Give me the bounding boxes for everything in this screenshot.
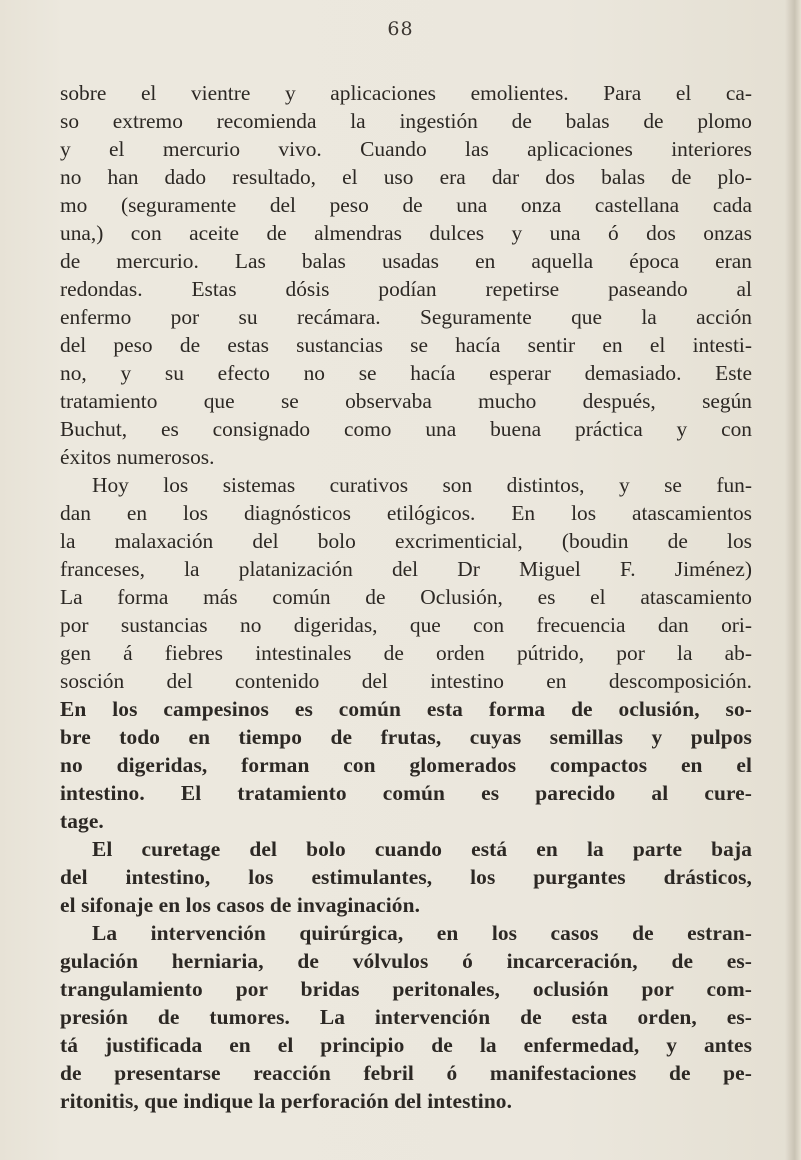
text-line: La intervención quirúrgica, en los casos de estran- [92, 921, 752, 945]
text-line: no, y su efecto no se hacía esperar demasiado. Este [60, 361, 752, 385]
text-line: ritonitis, que indique la perforación del intestino. [60, 1089, 513, 1113]
text-line: enfermo por su recámara. Seguramente que la acción [60, 305, 752, 329]
page-body [60, 79, 752, 1115]
text-line: Buchut, es consignado como una buena práctica y con [60, 417, 752, 441]
text-line: La forma más común de Oclusión, es el atascamiento [60, 585, 752, 609]
text-line: del intestino, los estimulantes, los purgantes drásticos, [60, 865, 752, 889]
text-line: dan en los diagnósticos etilógicos. En los atascamientos [60, 501, 752, 525]
text-line: de presentarse reacción febril ó manifestaciones de pe- [60, 1061, 752, 1085]
text-line: mo (seguramente del peso de una onza castellana cada [60, 193, 752, 217]
text-line: no han dado resultado, el uso era dar dos balas de plo- [60, 165, 752, 189]
text-line: sosción del contenido del intestino en descomposición. [60, 669, 752, 693]
text-line: del peso de estas sustancias se hacía sentir en el intesti- [60, 333, 752, 357]
text-line: En los campesinos es común esta forma de oclusión, so- [60, 697, 752, 721]
text-line: de mercurio. Las balas usadas en aquella época eran [60, 249, 752, 273]
text-line: la malaxación del bolo excrimenticial, (boudin de los [60, 529, 752, 553]
text-line: bre todo en tiempo de frutas, cuyas semillas y pulpos [60, 725, 752, 749]
text-line: gulación herniaria, de vólvulos ó incarceración, de es- [60, 949, 752, 973]
text-line: tratamiento que se observaba mucho después, según [60, 389, 752, 413]
text-line: éxitos numerosos. [60, 445, 215, 469]
text-line: intestino. El tratamiento común es parecido al cure- [60, 781, 752, 805]
text-line: franceses, la platanización del Dr Miguel F. Jiménez) [60, 557, 752, 581]
text-line: por sustancias no digeridas, que con frecuencia dan ori- [60, 613, 752, 637]
text-line: redondas. Estas dósis podían repetirse paseando al [60, 277, 752, 301]
text-line: tage. [60, 809, 104, 833]
text-line: y el mercurio vivo. Cuando las aplicaciones interiores [60, 137, 752, 161]
page-number: 68 [387, 18, 414, 40]
text-line: El curetage del bolo cuando está en la parte baja [92, 837, 752, 861]
text-line: sobre el vientre y aplicaciones emolientes. Para el ca- [60, 81, 752, 105]
text-line: so extremo recomienda la ingestión de balas de plomo [60, 109, 752, 133]
text-line: tá justificada en el principio de la enfermedad, y antes [60, 1033, 752, 1057]
text-line: Hoy los sistemas curativos son distintos, y se fun- [92, 473, 752, 497]
text-line: no digeridas, forman con glomerados compactos en el [60, 753, 752, 777]
text-line: el sifonaje en los casos de invaginación. [60, 893, 421, 917]
text-line: una,) con aceite de almendras dulces y una ó dos onzas [60, 221, 752, 245]
page-edge-shadow [785, 0, 801, 1160]
text-line: presión de tumores. La intervención de esta orden, es- [60, 1005, 752, 1029]
text-line: gen á fiebres intestinales de orden pútrido, por la ab- [60, 641, 752, 665]
text-line: trangulamiento por bridas peritonales, oclusión por com- [60, 977, 752, 1001]
